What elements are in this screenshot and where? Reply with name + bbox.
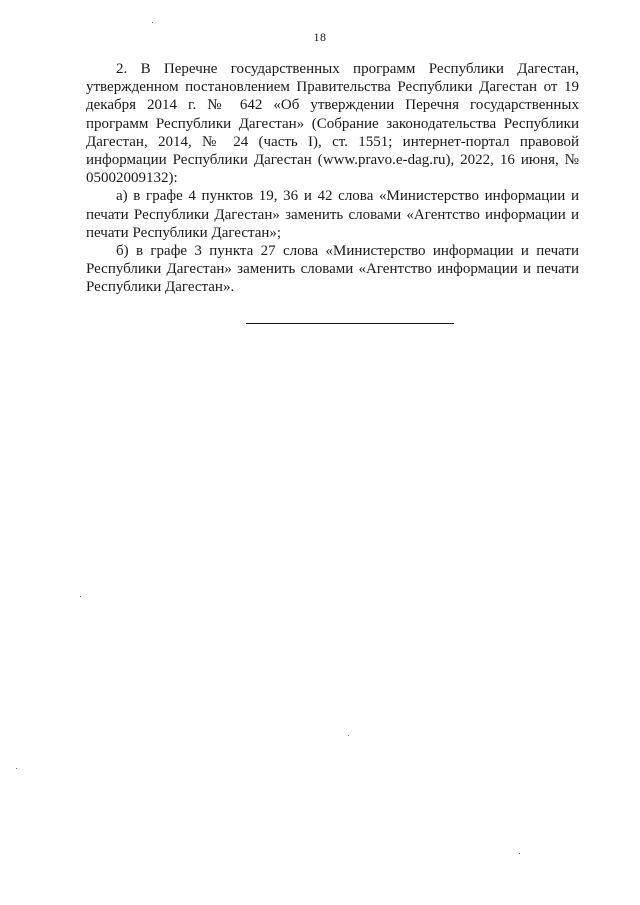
scan-speck	[152, 22, 153, 23]
scan-speck	[80, 596, 81, 597]
paragraph-item-2: 2. В Перечне государственных программ Республики Дагестан, утвержденном постановлением Правительства Республики Дагестан от 19 декабря 2014 г. № 642 «Об утверждении Перечня государственных программ Республики Дагестан» (Собрание законодательства Республики Дагестан, 2014, № 24 (часть I), ст. 1551; интернет-портал правовой информации Республики Дагестан (www.pravo.e-dag.ru), 2022, 16 июня, № 05002009132):	[86, 61, 579, 187]
scan-speck	[16, 768, 17, 769]
scan-speck	[519, 853, 520, 854]
end-divider-line	[246, 323, 454, 324]
scan-speck	[348, 735, 349, 736]
paragraph-subitem-a: а) в графе 4 пунктов 19, 36 и 42 слова «Министерство информации и печати Республики Дагестан» заменить словами «Агентство информации и печати Республики Дагестан»;	[86, 188, 579, 241]
paragraph-subitem-b: б) в графе 3 пункта 27 слова «Министерство информации и печати Республики Дагестан» заменить словами «Агентство информации и печати Республики Дагестан».	[86, 243, 579, 296]
document-body	[86, 60, 579, 297]
page-number: 18	[313, 30, 327, 44]
